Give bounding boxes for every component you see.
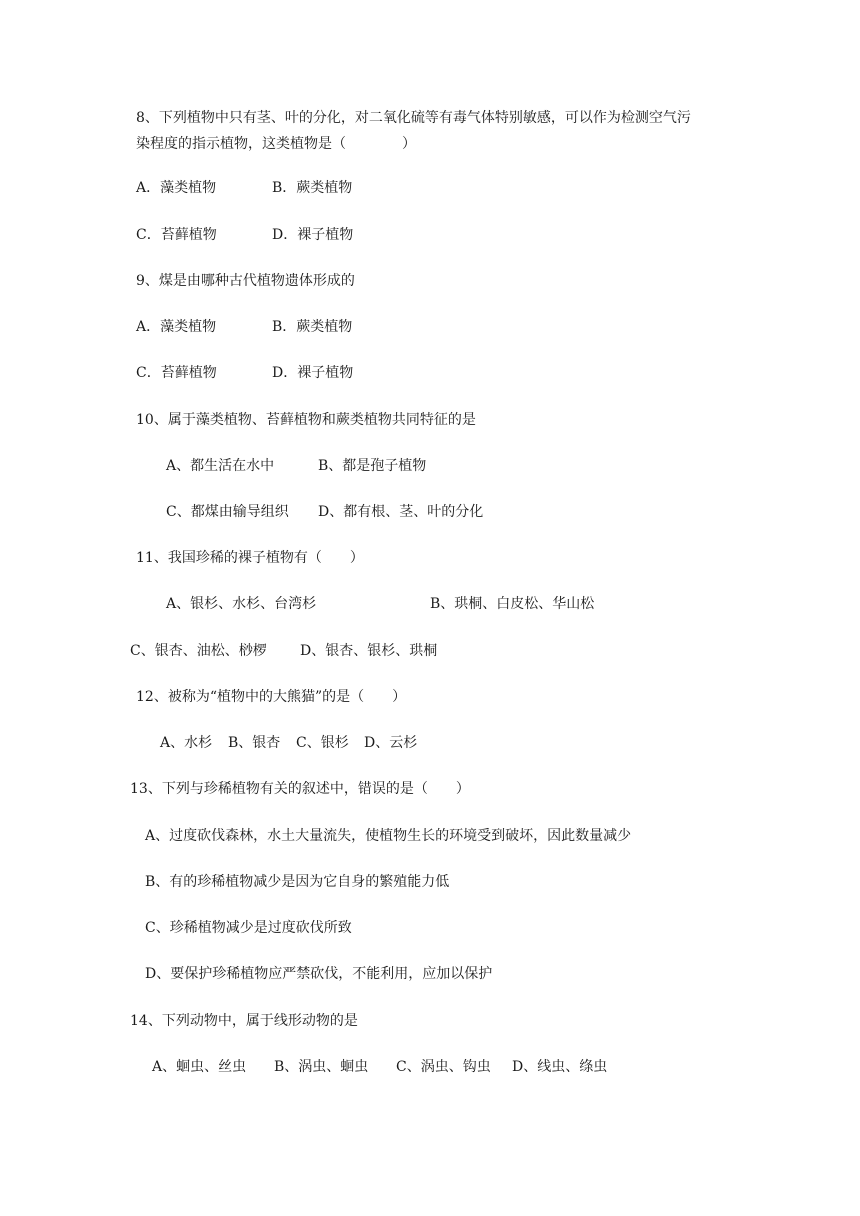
question-8-options-row1 (136, 178, 352, 198)
question-12-options (160, 733, 417, 753)
question-12-option-a: A、水杉 (160, 735, 213, 751)
question-11-option-c: C、银杏、油松、桫椤 (130, 643, 267, 659)
question-9-options-row2 (136, 363, 353, 383)
question-10-option-a: A、都生活在水中 (166, 458, 275, 474)
question-11-options-row2 (130, 641, 437, 661)
question-11-option-b: B、珙桐、白皮松、华山松 (430, 596, 595, 612)
question-8-option-a: A．藻类植物 (136, 180, 217, 196)
question-14-option-a: A、蛔虫、丝虫 (152, 1059, 247, 1075)
question-10-option-c: C、都煤由输导组织 (166, 504, 289, 520)
question-8-stem-line1: 8、下列植物中只有茎、叶的分化，对二氧化硫等有毒气体特别敏感，可以作为检测空气污 (136, 110, 691, 126)
question-10-options-row1 (166, 456, 426, 476)
question-13-option-a: A、过度砍伐森林，水土大量流失，使植物生长的环境受到破坏，因此数量减少 (145, 828, 632, 844)
question-8-option-c: C．苔藓植物 (136, 227, 217, 243)
question-9-stem: 9、煤是由哪种古代植物遗体形成的 (136, 273, 355, 289)
question-8-option-d: D．裸子植物 (272, 227, 354, 243)
question-12-stem: 12、被称为“植物中的大熊猫”的是（ ） (136, 689, 407, 705)
question-12-option-d: D、云杉 (364, 735, 418, 751)
question-9-option-d: D．裸子植物 (272, 365, 354, 381)
question-9-option-b: B．蕨类植物 (272, 319, 353, 335)
question-14-option-c: C、涡虫、钩虫 (396, 1059, 491, 1075)
question-9-options-row1 (136, 317, 352, 337)
question-14-option-d: D、线虫、绦虫 (512, 1059, 608, 1075)
question-13-option-d: D、要保护珍稀植物应严禁砍伐，不能利用，应加以保护 (145, 966, 493, 982)
question-10-option-b: B、都是孢子植物 (318, 458, 427, 474)
question-11-options-row1 (166, 594, 594, 614)
question-8-stem-line2: 染程度的指示植物，这类植物是（ ） (136, 136, 416, 152)
question-14-option-b: B、涡虫、蛔虫 (274, 1059, 369, 1075)
question-13-option-c: C、珍稀植物减少是过度砍伐所致 (145, 920, 352, 936)
question-12-option-b: B、银杏 (228, 735, 281, 751)
question-10-stem: 10、属于藻类植物、苔藓植物和蕨类植物共同特征的是 (136, 412, 476, 428)
question-11-stem: 11、我国珍稀的裸子植物有（ ） (136, 550, 364, 566)
question-13-option-b: B、有的珍稀植物减少是因为它自身的繁殖能力低 (145, 874, 450, 890)
question-9-option-a: A．藻类植物 (136, 319, 217, 335)
question-10-option-d: D、都有根、茎、叶的分化 (318, 504, 484, 520)
question-8-options-row2 (136, 225, 353, 245)
question-13-stem: 13、下列与珍稀植物有关的叙述中，错误的是（ ） (130, 781, 470, 797)
question-11-option-d: D、银杏、银杉、珙桐 (300, 643, 438, 659)
question-12-option-c: C、银杉 (296, 735, 349, 751)
question-14-stem: 14、下列动物中，属于线形动物的是 (130, 1013, 358, 1029)
question-11-option-a: A、银杉、水杉、台湾杉 (166, 596, 317, 612)
question-8-option-b: B．蕨类植物 (272, 180, 353, 196)
question-14-options (152, 1057, 607, 1077)
question-10-options-row2 (166, 502, 483, 522)
question-9-option-c: C．苔藓植物 (136, 365, 217, 381)
